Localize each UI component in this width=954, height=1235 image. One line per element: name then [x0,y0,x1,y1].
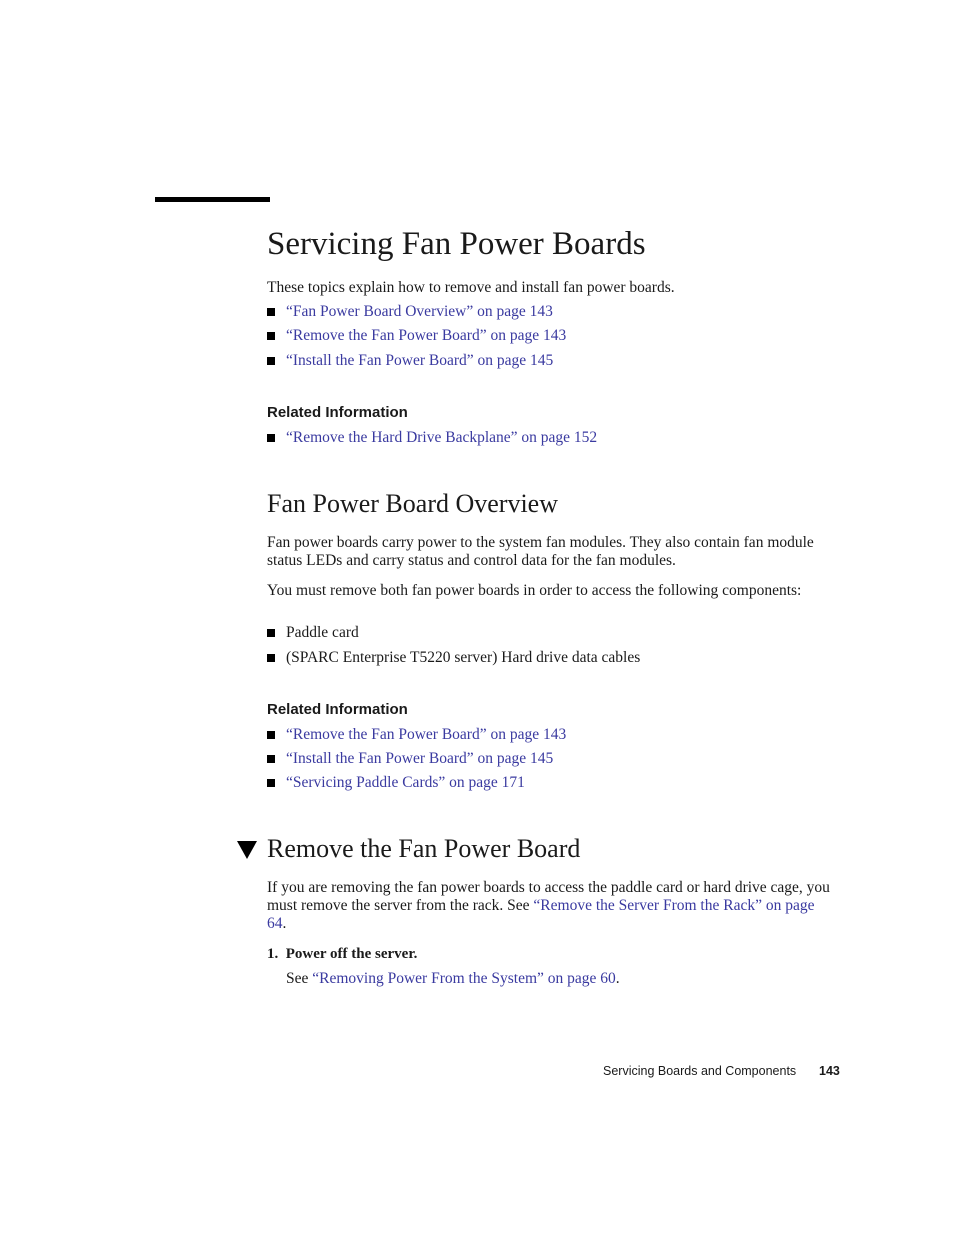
step-see-text: See [286,970,313,987]
bullet-icon [267,731,275,739]
bullet-icon [267,654,275,662]
bullet-icon [267,779,275,787]
topic-link-overview[interactable]: “Fan Power Board Overview” on page 143 [286,303,553,320]
related-link-paddle-cards[interactable]: “Servicing Paddle Cards” on page 171 [286,774,525,791]
bullet-icon [267,434,275,442]
procedure-intro-end: . [282,915,287,932]
list-item: (SPARC Enterprise T5220 server) Hard drive data cables [286,649,641,666]
bullet-icon [267,755,275,763]
step-text: Power off the server. [285,946,418,962]
footer-page-number: 143 [819,1064,840,1078]
related-info-heading: Related Information [267,404,408,421]
procedure-triangle-icon [237,841,257,859]
footer-chapter-title: Servicing Boards and Components [603,1064,797,1078]
bullet-icon [267,332,275,340]
list-item: Paddle card [286,624,359,641]
procedure-intro [267,879,832,933]
related-link-remove[interactable]: “Remove the Fan Power Board” on page 143 [286,726,567,743]
bullet-icon [267,308,275,316]
topic-link-install[interactable]: “Install the Fan Power Board” on page 145 [286,352,554,369]
step-1-detail [286,970,620,988]
section-intro: These topics explain how to remove and install fan power boards. [267,279,675,296]
procedure-intro-text: If you are removing the fan power boards to access the paddle card or hard drive cage, you must remove the server from the rack. See [267,879,830,914]
step-see-end: . [615,970,620,987]
bullet-icon [267,629,275,637]
related-info-heading: Related Information [267,701,408,718]
overview-paragraph-components: You must remove both fan power boards in order to access the following components: [267,582,802,599]
removing-power-link[interactable]: “Removing Power From the System” on page 60 [312,970,616,987]
overview-heading: Fan Power Board Overview [267,489,558,518]
overview-paragraph: Fan power boards carry power to the system fan modules. They also contain fan module status LEDs and carry status and control data for the fan modules. [267,534,814,569]
topic-link-remove[interactable]: “Remove the Fan Power Board” on page 143 [286,327,567,344]
step-1 [267,945,417,963]
section-title: Servicing Fan Power Boards [267,226,646,262]
related-link-backplane[interactable]: “Remove the Hard Drive Backplane” on page 152 [286,429,598,446]
chapter-rule [155,197,270,202]
procedure-heading: Remove the Fan Power Board [267,834,581,863]
remove-server-link[interactable]: “Remove the Server From the Rack” on page 64 [267,897,815,932]
step-number: 1. [267,946,279,962]
related-link-install[interactable]: “Install the Fan Power Board” on page 145 [286,750,554,767]
bullet-icon [267,357,275,365]
